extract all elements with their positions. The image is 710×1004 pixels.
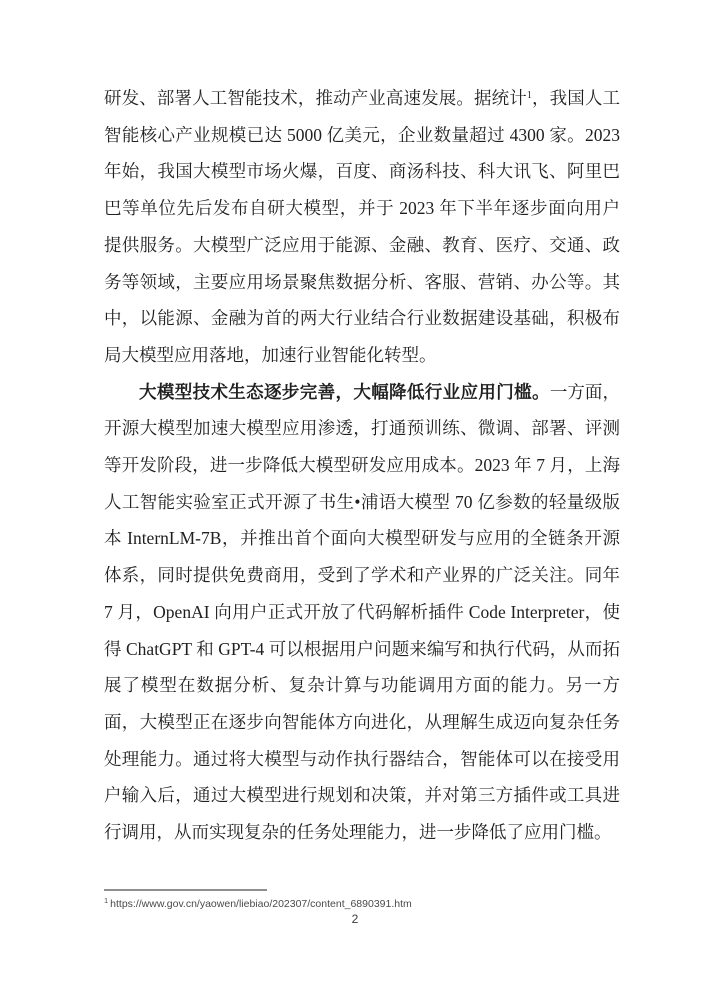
- footnote: [104, 897, 620, 911]
- page-number: 2: [351, 912, 359, 926]
- footnote-url: https://www.gov.cn/yaowen/liebiao/202307/content_6890391.htm: [110, 898, 412, 910]
- footnote-reference: 1: [526, 90, 532, 101]
- footnote-marker: 1: [104, 896, 109, 905]
- page-body-text: [104, 80, 620, 851]
- paragraph-text: ，我国人工智能核心产业规模已达 5000 亿美元，企业数量超过 4300 家。2023 年始，我国大模型市场火爆，百度、商汤科技、科大讯飞、阿里巴巴等单位先后发布自研大模型，并于 2023 年下半年逐步面向用户提供服务。大模型广泛应用于能源、金融、教育、医疗、交通、政务等领域，主要应用场景聚焦数据分析、客服、营销、办公等。其中，以能源、金融为首的两大行业结合行业数据建设基础，积极布局大模型应用落地，加速行业智能化转型。: [104, 88, 621, 365]
- body-paragraph: [104, 80, 620, 374]
- body-paragraph: [104, 374, 620, 851]
- paragraph-text: 研发、部署人工智能技术，推动产业高速发展。据统计: [104, 88, 527, 108]
- footnote-divider: [104, 889, 267, 891]
- paragraph-lead-bold: 大模型技术生态逐步完善，大幅降低行业应用门槛。: [139, 381, 550, 402]
- paragraph-text: 一方面，开源大模型加速大模型应用渗透，打通预训练、微调、部署、评测等开发阶段，进一步降低大模型研发应用成本。2023 年 7 月，上海人工智能实验室正式开源了书生•浦语大模型 70 亿参数的轻量级版本 InternLM-7B，并推出首个面向大模型研发与应用的全链条开源体系，同时提供免费商用，受到了学术和产业界的广泛关注。同年 7 月，OpenAI 向用户正式开放了代码解析插件 Code Interpreter，使得 ChatGPT 和 GPT-4 可以根据用户问题来编写和执行代码，从而拓展了模型在数据分析、复杂计算与功能调用方面的能力。另一方面，大模型正在逐步向智能体方向进化，从理解生成迈向复杂任务处理能力。通过将大模型与动作执行器结合，智能体可以在接受用户输入后，通过大模型进行规划和决策，并对第三方插件或工具进行调用，从而实现复杂的任务处理能力，进一步降低了应用门槛。: [104, 381, 620, 843]
